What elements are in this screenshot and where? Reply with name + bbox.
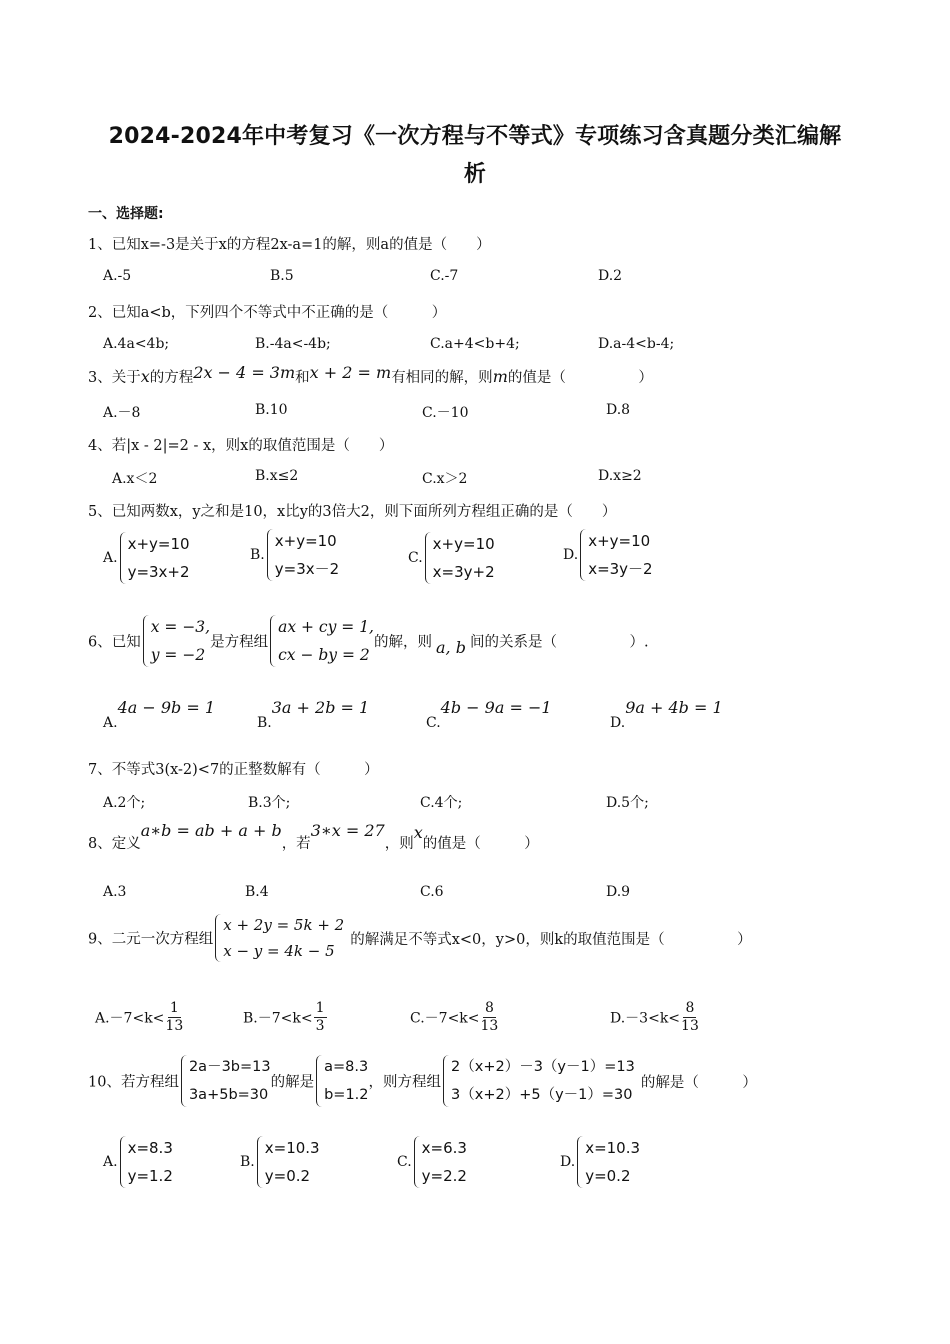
q5-d-line-1: x+y=10 <box>588 532 651 550</box>
q6-option-a <box>103 698 216 731</box>
q9-option-d-fraction <box>681 1000 699 1035</box>
q4-option-b: B.x≤2 <box>255 468 299 484</box>
q7-option-b: B.3个; <box>248 795 291 811</box>
q5-option-b <box>250 527 339 583</box>
question-3 <box>88 363 653 387</box>
q10-option-a-label: A. <box>103 1154 118 1170</box>
q3-equation-1: 2x − 4 = 3m <box>193 363 296 382</box>
page-title <box>60 118 890 194</box>
q10-b-line-1: x=10.3 <box>264 1139 320 1157</box>
q5-c-line-1: x+y=10 <box>432 535 495 553</box>
q3-prefix: 3、关于 <box>88 370 141 386</box>
q10-mid: 的解是 <box>270 1074 315 1091</box>
q5-option-c <box>408 530 495 586</box>
q4-option-d: D.x≥2 <box>598 468 642 484</box>
q10-option-d-label: D. <box>560 1154 576 1170</box>
q10-option-c-system <box>412 1134 467 1190</box>
q9-option-a-label: A.－7<k< <box>95 1010 165 1027</box>
q9-option-a <box>95 1000 183 1035</box>
q9-b-numerator: 1 <box>315 1000 325 1016</box>
q10-option-b <box>240 1134 320 1190</box>
q2-option-c: C.a+4<b+4; <box>430 336 520 352</box>
q10-option-d-system <box>575 1134 640 1190</box>
q9-d-denominator: 13 <box>681 1018 699 1034</box>
q4-option-c: C.x＞2 <box>422 471 468 487</box>
q4-option-a: A.x＜2 <box>112 471 158 487</box>
q10-option-a <box>103 1134 173 1190</box>
q5-b-line-1: x+y=10 <box>274 532 337 550</box>
q5-b-line-2: y=3x－2 <box>274 560 340 578</box>
q6-option-c <box>426 698 552 731</box>
question-1: 1、已知x=-3是关于x的方程2x-a=1的解，则a的值是（ ） <box>88 237 491 253</box>
q8-var-x: x <box>413 823 423 842</box>
q8-equation: 3∗x = 27 <box>310 821 385 840</box>
q9-option-c-label: C.－7<k< <box>410 1010 480 1027</box>
q5-option-c-label: C. <box>408 550 423 566</box>
q6-solution-line-1: x = −3, <box>150 618 211 636</box>
q7-option-c: C.4个; <box>420 795 463 811</box>
q3-mid3: 有相同的解，则 <box>391 370 493 386</box>
q5-option-b-system <box>265 527 339 583</box>
q10-mid2: ，则方程组 <box>368 1074 442 1091</box>
q6-solution-system <box>141 613 210 669</box>
q10-option-d <box>560 1134 640 1190</box>
q9-option-d-label: D.－3<k< <box>610 1010 681 1027</box>
q10-prefix: 10、若方程组 <box>88 1074 179 1091</box>
question-6 <box>88 613 649 669</box>
q9-suffix: 的解满足不等式x<0，y>0，则k的取值范围是（ ） <box>350 931 752 948</box>
q9-equation-system <box>213 912 344 964</box>
q9-line-2: x − y = 4k − 5 <box>223 942 335 960</box>
q3-equation-2: x + 2 = m <box>309 363 392 382</box>
q8-definition: a∗b = ab + a + b <box>140 821 282 840</box>
title-line-2: 析 <box>463 162 487 187</box>
q3-mid1: 的方程 <box>149 370 194 386</box>
q9-d-numerator: 8 <box>685 1000 695 1016</box>
q5-c-line-2: x=3y+2 <box>432 563 495 581</box>
question-9 <box>88 912 752 964</box>
q6-option-a-equation: 4a − 9b = 1 <box>117 698 216 717</box>
q9-line-1: x + 2y = 5k + 2 <box>223 916 345 934</box>
q8-option-c: C.6 <box>420 884 444 900</box>
q9-a-numerator: 1 <box>169 1000 179 1016</box>
q8-mid2: ，则 <box>384 836 414 852</box>
q5-a-line-2: y=3x+2 <box>127 563 190 581</box>
question-2: 2、已知a<b，下列四个不等式中不正确的是（ ） <box>88 305 447 321</box>
q10-system-2-line-1: a=8.3 <box>324 1059 369 1075</box>
q8-option-a: A.3 <box>103 884 127 900</box>
q5-option-a-label: A. <box>103 550 118 566</box>
q3-option-c: C.－10 <box>422 405 469 421</box>
q10-b-line-2: y=0.2 <box>264 1167 311 1185</box>
question-5: 5、已知两数x，y之和是10，x比y的3倍大2，则下面所列方程组正确的是（ ） <box>88 504 617 520</box>
q6-mid: 是方程组 <box>210 634 269 651</box>
question-7: 7、不等式3(x-2)<7的正整数解有（ ） <box>88 762 379 778</box>
q10-a-line-1: x=8.3 <box>127 1139 173 1157</box>
q10-c-line-2: y=2.2 <box>421 1167 467 1185</box>
q3-var-m: m <box>492 367 508 386</box>
q9-option-b-fraction <box>314 1000 327 1035</box>
q10-system-3 <box>441 1053 635 1109</box>
q6-option-b-equation: 3a + 2b = 1 <box>271 698 370 717</box>
q8-option-b: B.4 <box>245 884 269 900</box>
q10-system-2 <box>314 1053 368 1109</box>
q5-a-line-1: x+y=10 <box>127 535 190 553</box>
q6-vars: a, b <box>436 637 466 657</box>
q10-option-c-label: C. <box>397 1154 412 1170</box>
q5-option-d <box>563 527 653 583</box>
q3-option-a: A.－8 <box>103 405 141 421</box>
q6-option-d-equation: 9a + 4b = 1 <box>625 698 723 717</box>
q5-d-line-2: x=3y－2 <box>588 560 653 578</box>
q6-solution-line-2: y = −2 <box>150 646 206 664</box>
q10-system-1 <box>179 1053 271 1109</box>
q10-system-1-line-1: 2a－3b=13 <box>188 1059 271 1075</box>
q6-equation-system <box>268 613 374 669</box>
q1-option-b: B.5 <box>270 268 294 284</box>
q10-option-a-system <box>118 1134 173 1190</box>
q2-option-d: D.a-4<b-4; <box>598 336 675 352</box>
question-10 <box>88 1053 757 1109</box>
question-8 <box>88 821 539 853</box>
q10-d-line-1: x=10.3 <box>585 1139 641 1157</box>
q5-option-d-label: D. <box>563 547 579 563</box>
q6-mid2: 的解，则 <box>374 634 432 651</box>
q8-option-d: D.9 <box>606 884 631 900</box>
q9-c-numerator: 8 <box>484 1000 494 1016</box>
q10-system-3-line-2: 3（x+2）+5（y－1）=30 <box>451 1087 633 1103</box>
q1-option-d: D.2 <box>598 268 623 284</box>
q3-suffix: 的值是（ ） <box>507 370 653 386</box>
q9-a-denominator: 13 <box>165 1018 184 1034</box>
q6-option-c-label: C. <box>426 715 441 731</box>
q6-option-d <box>610 698 723 731</box>
q3-var-x: x <box>140 367 150 386</box>
q6-option-a-label: A. <box>103 715 118 731</box>
q1-option-a: A.-5 <box>103 268 132 284</box>
section-heading: 一、选择题: <box>88 206 164 222</box>
q9-c-denominator: 13 <box>480 1018 499 1034</box>
q8-prefix: 8、定义 <box>88 836 141 852</box>
q9-option-b-label: B.－7<k< <box>243 1010 313 1027</box>
q3-option-b: B.10 <box>255 402 288 418</box>
q9-b-denominator: 3 <box>315 1018 325 1034</box>
q6-option-c-equation: 4b − 9a = −1 <box>440 698 552 717</box>
q8-suffix: 的值是（ ） <box>422 836 539 852</box>
q10-c-line-1: x=6.3 <box>421 1139 467 1157</box>
q6-option-b <box>257 698 370 731</box>
q2-option-a: A.4a<4b; <box>103 336 170 352</box>
q6-prefix: 6、已知 <box>88 634 141 651</box>
q7-option-d: D.5个; <box>606 795 649 811</box>
q3-option-d: D.8 <box>606 402 631 418</box>
q5-option-a-system <box>118 530 190 586</box>
q10-option-b-label: B. <box>240 1154 255 1170</box>
q10-option-b-system <box>255 1134 320 1190</box>
q6-option-b-label: B. <box>257 715 272 731</box>
q10-suffix: 的解是（ ） <box>640 1074 757 1091</box>
q6-option-d-label: D. <box>610 715 626 731</box>
q10-system-2-line-2: b=1.2 <box>324 1087 369 1103</box>
q9-prefix: 9、二元一次方程组 <box>88 931 214 948</box>
q8-mid: ，若 <box>281 836 311 852</box>
q9-option-d <box>610 1000 699 1035</box>
q7-option-a: A.2个; <box>103 795 146 811</box>
q6-suffix: 间的关系是（ ）. <box>469 634 649 651</box>
q9-option-b <box>243 1000 327 1035</box>
q2-option-b: B.-4a<-4b; <box>255 336 331 352</box>
q10-system-1-line-2: 3a+5b=30 <box>188 1087 269 1103</box>
q9-option-a-fraction <box>165 1000 183 1035</box>
question-4: 4、若|x - 2|=2 - x，则x的取值范围是（ ） <box>88 438 394 454</box>
q10-option-c <box>397 1134 467 1190</box>
q9-option-c-fraction <box>481 1000 499 1035</box>
q10-a-line-2: y=1.2 <box>127 1167 173 1185</box>
q5-option-c-system <box>423 530 495 586</box>
q1-option-c: C.-7 <box>430 268 459 284</box>
title-line-1: 2024-2024年中考复习《一次方程与不等式》专项练习含真题分类汇编解 <box>108 124 842 149</box>
q9-option-c <box>410 1000 498 1035</box>
q10-system-3-line-1: 2（x+2）－3（y－1）=13 <box>451 1059 635 1075</box>
q5-option-b-label: B. <box>250 547 265 563</box>
q6-equation-line-1: ax + cy = 1, <box>278 618 374 636</box>
q5-option-d-system <box>578 527 652 583</box>
q10-d-line-2: y=0.2 <box>585 1167 631 1185</box>
q3-mid2: 和 <box>295 370 310 386</box>
q5-option-a <box>103 530 190 586</box>
q6-equation-line-2: cx − by = 2 <box>278 646 370 664</box>
